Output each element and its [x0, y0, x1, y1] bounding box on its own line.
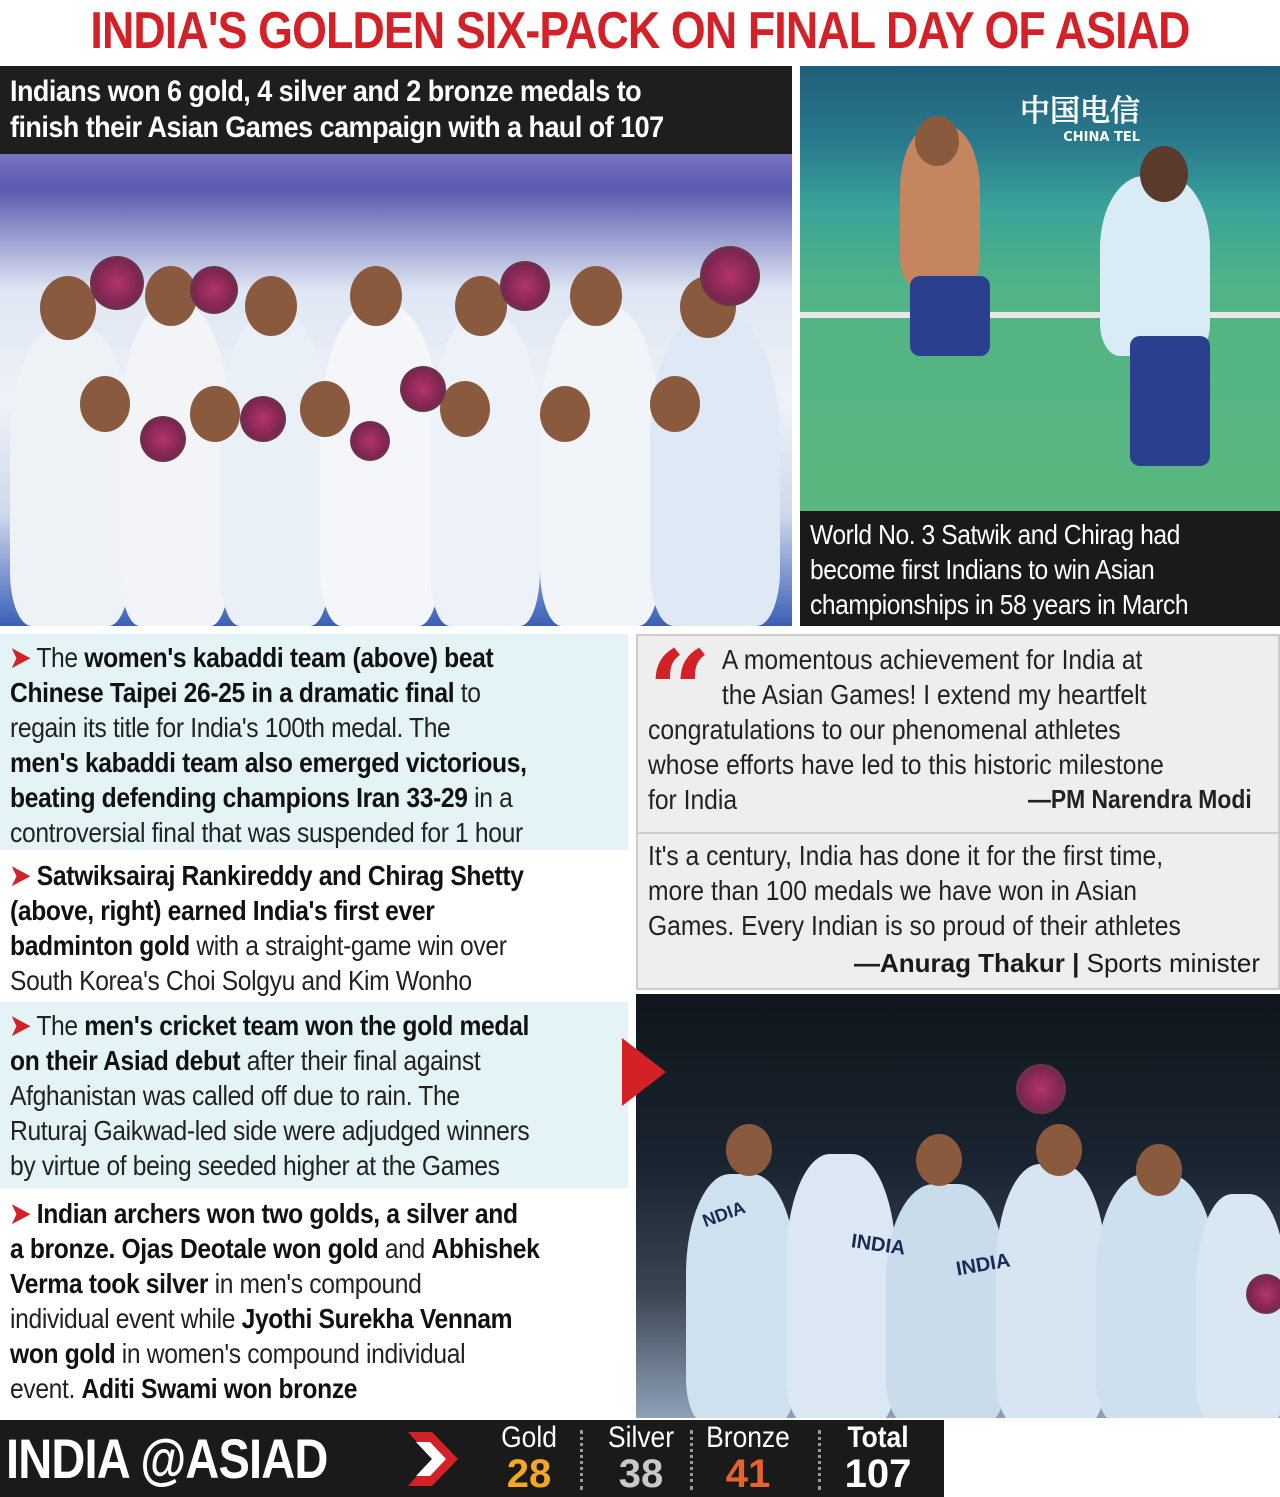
tally-separator — [818, 1430, 821, 1490]
arrow-icon: ➤ — [10, 642, 31, 673]
arrow-icon: ➤ — [10, 860, 31, 891]
arrow-icon: ➤ — [10, 1198, 31, 1229]
caption-line: finish their Asian Games campaign with a haul of 107 — [10, 111, 664, 144]
jersey-text: INDIA — [849, 1230, 907, 1260]
bronze-count: 41 — [725, 1452, 771, 1496]
tally-separator — [690, 1430, 693, 1490]
caption-line: championships in 58 years in March — [810, 589, 1189, 620]
caption-line: become first Indians to win Asian — [810, 554, 1155, 585]
chevron-right-icon — [402, 1430, 462, 1488]
headline: INDIA'S GOLDEN SIX-PACK ON FINAL DAY OF ASIAD — [90, 2, 1190, 60]
tally-total: Total 107 — [830, 1422, 926, 1494]
quote-modi: A momentous achievement for India at the Asian Games! I extend my heartfelt congratulations to our phenomenal athletes whose efforts have led to this historic milestone for India —PM Narendra Modi — [648, 644, 1252, 815]
bullet-cricket: ➤ The men's cricket team won the gold medal on their Asiad debut after their final against Afghanistan was called off due to rain. The Ruturaj Gaikwad-led side were adjudged winners by virtue of being seeded higher at the Games — [0, 1002, 628, 1188]
total-count: 107 — [844, 1452, 912, 1496]
arrow-icon: ➤ — [10, 1010, 31, 1041]
bullet-badminton: ➤ Satwiksairaj Rankireddy and Chirag Shetty (above, right) earned India's first ever badminton gold with a straight-game win over South Korea's Choi Solgyu and Kim Wonho — [0, 852, 628, 1000]
bullet-archery: ➤ Indian archers won two golds, a silver and a bronze. Ojas Deotale won gold and Abhishek Verma took silver in men's compound individual event while Jyothi Surekha Vennam won gold in women's compound individual event. Aditi Swami won bronze — [0, 1190, 628, 1418]
bullet-kabaddi: ➤ The women's kabaddi team (above) beat Chinese Taipei 26-25 in a dramatic final to regain its title for India's 100th medal. The men's kabaddi team also emerged victorious, beating defending champions Iran 33-29 in a controversial final that was suspended for 1 hour — [0, 634, 628, 850]
sponsor-sign: 中国电信 CHINA TEL — [1020, 94, 1140, 145]
silver-count: 38 — [618, 1452, 664, 1496]
cricket-team-photo — [636, 994, 1280, 1418]
jersey-text: INDIA — [954, 1249, 1012, 1281]
kabaddi-photo-caption — [0, 66, 792, 154]
quote-modi-attribution: —PM Narendra Modi — [1027, 784, 1252, 814]
gold-count: 28 — [506, 1452, 552, 1496]
badminton-court — [800, 66, 1280, 511]
quote-mark-icon: “ — [648, 626, 712, 755]
tally-gold: Gold 28 — [486, 1422, 572, 1494]
tally-label: INDIA @ASIAD — [6, 1427, 328, 1490]
tally-bronze: Bronze 41 — [700, 1422, 796, 1494]
quote-divider — [638, 832, 1278, 834]
medal-tally-bar — [0, 1420, 944, 1497]
caption-line: World No. 3 Satwik and Chirag had — [810, 519, 1180, 550]
tally-silver: Silver 38 — [596, 1422, 686, 1494]
badminton-photo — [800, 66, 1280, 626]
badminton-photo-caption — [800, 511, 1280, 626]
quotes-box — [636, 626, 1280, 990]
quote-thakur: It's a century, India has done it for the first time, more than 100 medals we have won in Asian Games. Every Indian is so proud of their athletes — [648, 840, 1181, 941]
pointer-arrow-icon — [622, 1038, 666, 1106]
jersey-text: NDIA — [699, 1197, 748, 1231]
caption-line: Indians won 6 gold, 4 silver and 2 bronze medals to — [10, 75, 642, 108]
quote-thakur-attribution: —Anurag Thakur | Sports minister — [853, 948, 1260, 978]
tally-separator — [580, 1430, 583, 1490]
kabaddi-team-photo — [0, 66, 792, 626]
